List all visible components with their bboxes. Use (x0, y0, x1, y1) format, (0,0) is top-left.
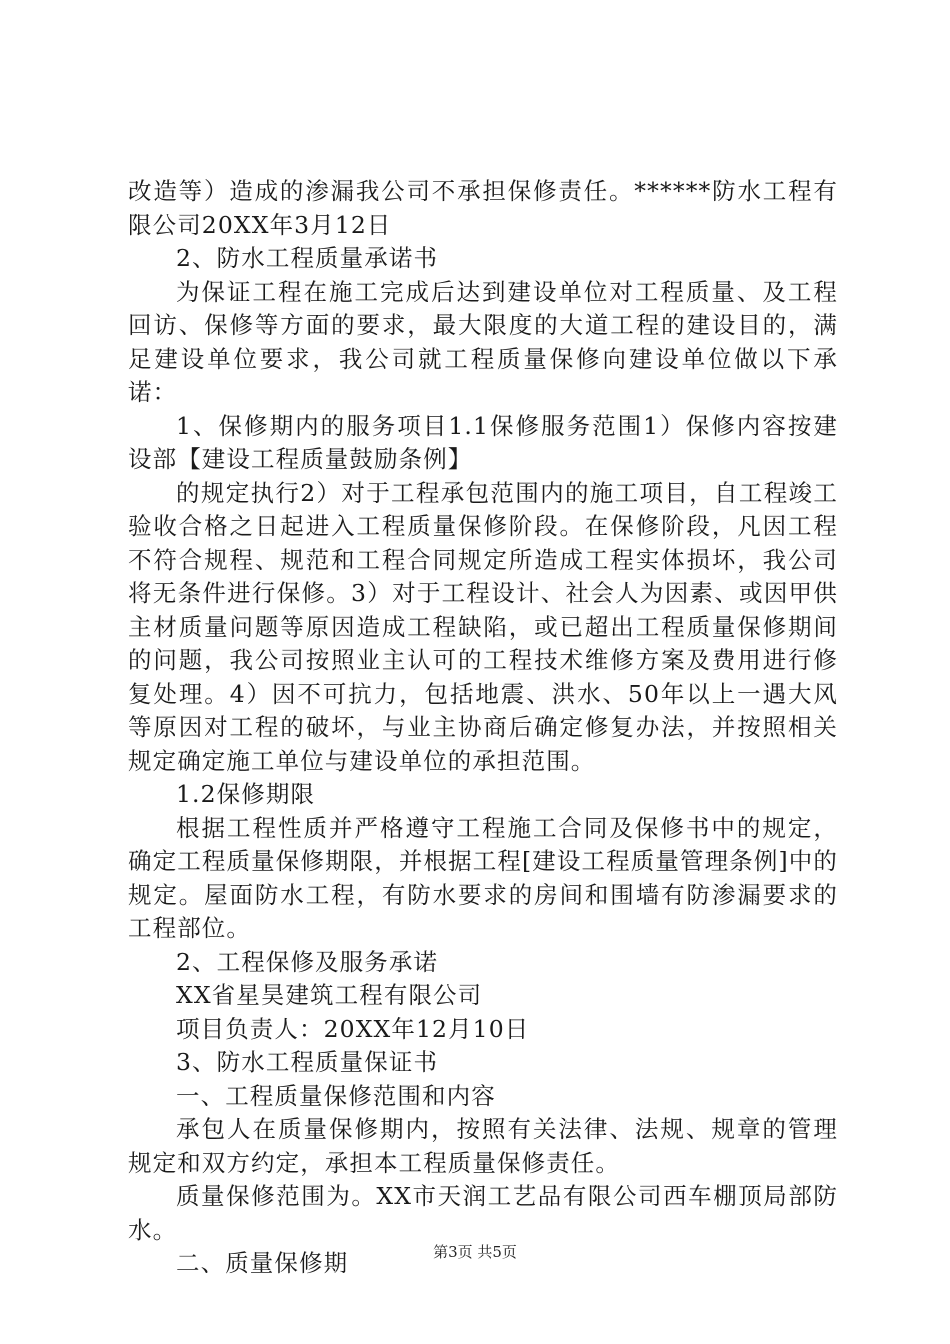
section-heading: 一、工程质量保修范围和内容 (176, 1081, 496, 1110)
section-heading: 3、防水工程质量保证书 (176, 1048, 439, 1076)
page-number-footer: 第3页 共5页 (433, 1243, 517, 1261)
company-name: XX省星昊建筑工程有限公司 (176, 981, 483, 1009)
document-body (128, 175, 838, 1281)
signature-line: 项目负责人：20XX年12月10日 (176, 1014, 530, 1043)
section-heading: 2、工程保修及服务承诺 (176, 947, 439, 976)
paragraph: 质量保修范围为。XX市天润工艺品有限公司西车棚顶局部防水。 (128, 1182, 838, 1244)
paragraph: 改造等）造成的渗漏我公司不承担保修责任。******防水工程有限公司20XX年3月12日 (128, 177, 838, 239)
paragraph: 承包人在质量保修期内，按照有关法律、法规、规章的管理规定和双方约定，承担本工程质量保修责任。 (128, 1115, 838, 1177)
paragraph: 1、保修期内的服务项目1.1保修服务范围1）保修内容按建设部【建设工程质量鼓励条例】 (128, 411, 838, 473)
paragraph: 根据工程性质并严格遵守工程施工合同及保修书中的规定，确定工程质量保修期限，并根据工程[建设工程质量管理条例]中的规定。屋面防水工程，有防水要求的房间和围墙有防渗漏要求的工程部位。 (128, 813, 838, 942)
paragraph: 为保证工程在施工完成后达到建设单位对工程质量、及工程回访、保修等方面的要求，最大限度的大道工程的建设目的，满足建设单位要求，我公司就工程质量保修向建设单位做以下承诺： (128, 277, 838, 406)
section-heading: 二、质量保修期 (176, 1249, 349, 1277)
section-heading: 2、防水工程质量承诺书 (176, 244, 439, 272)
section-heading: 1.2保修期限 (176, 780, 316, 808)
paragraph: 的规定执行2）对于工程承包范围内的施工项目，自工程竣工验收合格之日起进入工程质量保修阶段。在保修阶段，凡因工程不符合规程、规范和工程合同规定所造成工程实体损坏，我公司将无条件进行保修。3）对于工程设计、社会人为因素、或因甲供主材质量问题等原因造成工程缺陷，或已超出工程质量保修期间的问题，我公司按照业主认可的工程技术维修方案及费用进行修复处理。4）因不可抗力，包括地震、洪水、50年以上一遇大风等原因对工程的破坏，与业主协商后确定修复办法，并按照相关规定确定施工单位与建设单位的承担范围。 (128, 478, 838, 775)
